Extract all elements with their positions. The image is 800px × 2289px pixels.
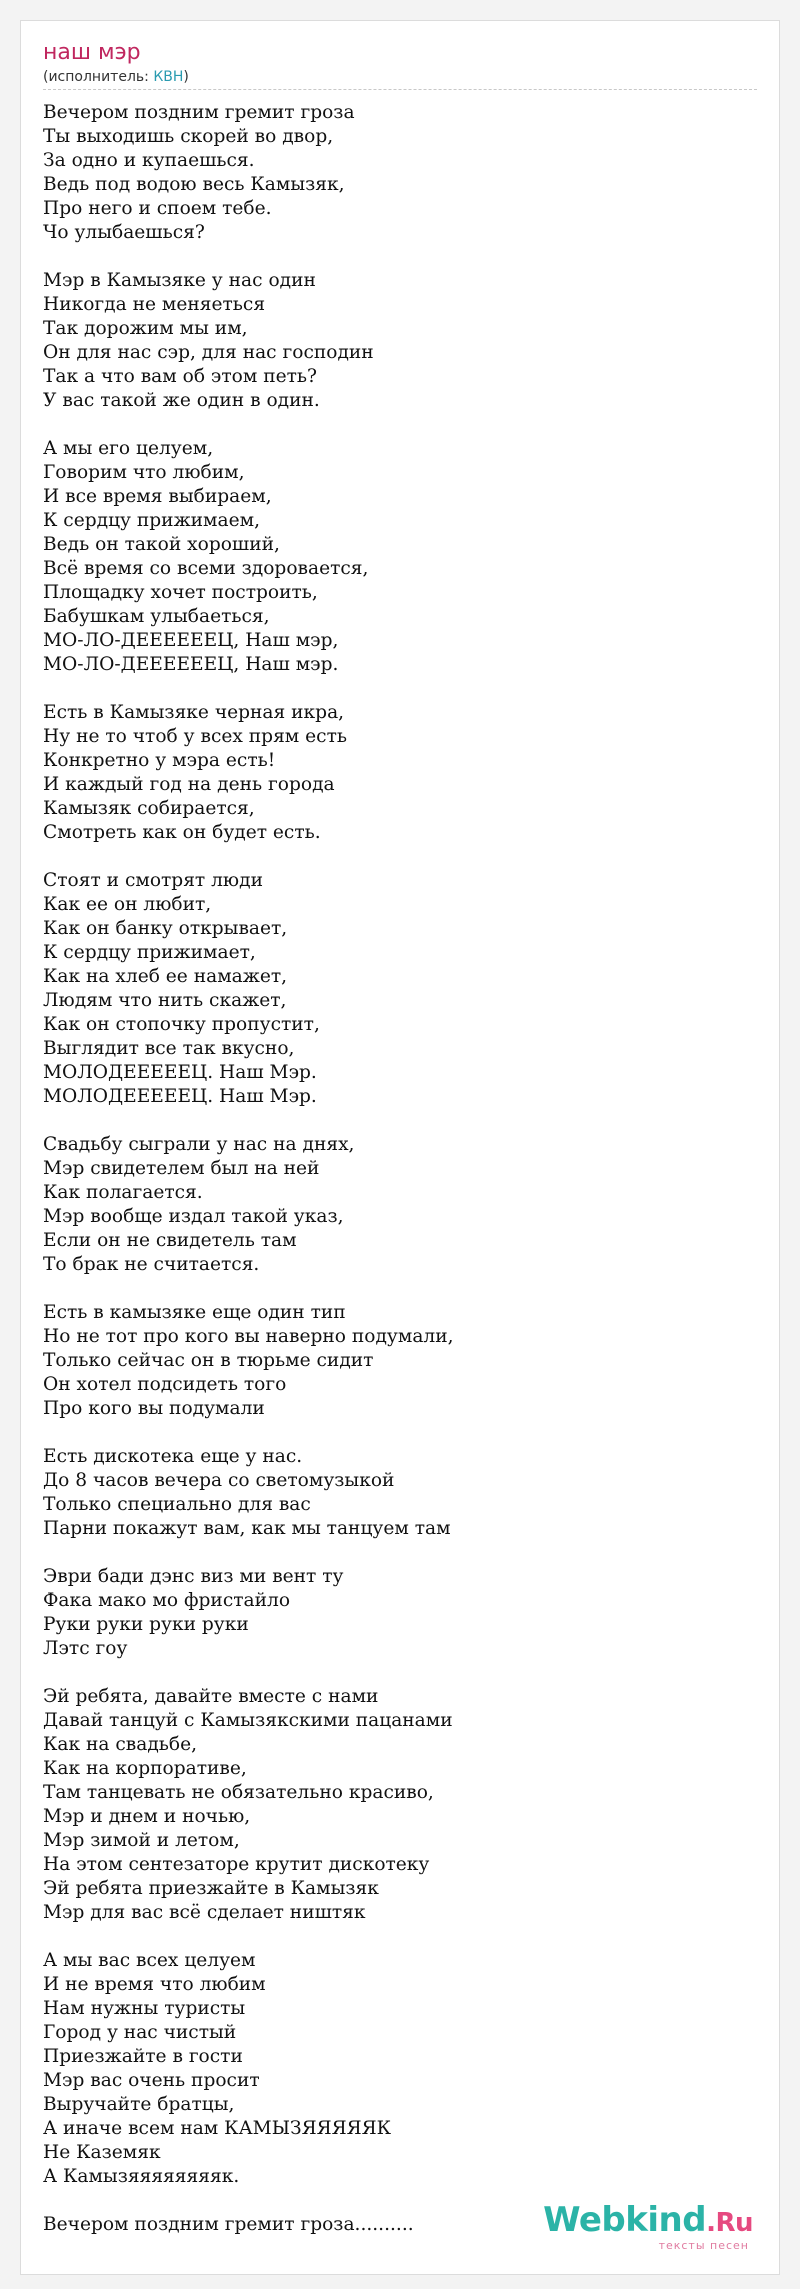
logo-subtitle: тексты песен [658,2239,749,2252]
logo-kind: kind [625,2200,707,2240]
divider [43,89,757,90]
artist-prefix: (исполнитель: [43,69,154,85]
webkind-logo[interactable] [543,2202,753,2252]
logo-ru: .Ru [706,2208,753,2238]
logo-wordmark [543,2202,753,2241]
lyrics-card [20,20,780,2275]
song-title: наш мэр [43,40,141,65]
lyrics-text: Вечером поздним гремит гроза Ты выходишь скорей во двор, За одно и купаешься. Ведь под водою весь Камызяк, Про него и споем тебе. Чо улыбаешься? Мэр в Камызяке у нас один Никогда не меняеться Так дорожим мы им, Он для нас сэр, для нас господин Так а что вам об этом петь? У вас такой же один в один. А мы его целуем, Говорим что любим, И все время выбираем, К сердцу прижимаем, Ведь он такой хороший, Всё время со всеми здоровается, Площадку хочет построить, Бабушкам улыбаеться, МО-ЛО-ДЕЕЕЕЕЕЦ, Наш мэр, МО-ЛО-ДЕЕЕЕЕЕЦ, Наш мэр. Есть в Камызяке черная икра, Ну не то чтоб у всех прям есть Конкретно у мэра есть! И каждый год на день города Камызяк собирается, Смотреть как он будет есть. Стоят и смотрят люди Как ее он любит, Как он банку открывает, К сердцу прижимает, Как на хлеб ее намажет, Людям что нить скажет, Как он стопочку пропустит, Выглядит все так вкусно, МОЛОДЕЕЕЕЕЦ. Наш Мэр. МОЛОДЕЕЕЕЕЦ. Наш Мэр. Свадьбу сыграли у нас на днях, Мэр свидетелем был на ней Как полагается. Мэр вообще издал такой указ, Если он не свидетель там То брак не считается. Есть в камызяке еще один тип Но не тот про кого вы наверно подумали, Только сейчас он в тюрьме сидит Он хотел подсидеть того Про кого вы подумали Есть дискотека еще у нас. До 8 часов вечера со светомузыкой Только специально для вас Парни покажут вам, как мы танцуем там Эври бади дэнс виз ми вент ту Фака мако мо фристайло Руки руки руки руки Лэтс гоу Эй ребята, давайте вместе с нами Давай танцуй с Камызякскими пацанами Как на свадьбе, Как на корпоративе, Там танцевать не обязательно красиво, Мэр и днем и ночью, Мэр зимой и летом, На этом сентезаторе крутит дискотеку Эй ребята приезжайте в Камызяк Мэр для вас всё сделает ништяк А мы вас всех целуем И не время что любим Нам нужны туристы Город у нас чистый Приезжайте в гости Мэр вас очень просит Выручайте братцы, А иначе всем нам КАМЫЗЯЯЯЯЯК Не Каземяк А Камызяяяяяяяяк. Вечером поздним гремит гроза.......... [43,102,454,2235]
artist-link[interactable]: КВН [153,69,184,85]
artist-suffix: ) [183,69,189,85]
artist-line [43,69,189,85]
logo-web: Web [543,2200,626,2240]
